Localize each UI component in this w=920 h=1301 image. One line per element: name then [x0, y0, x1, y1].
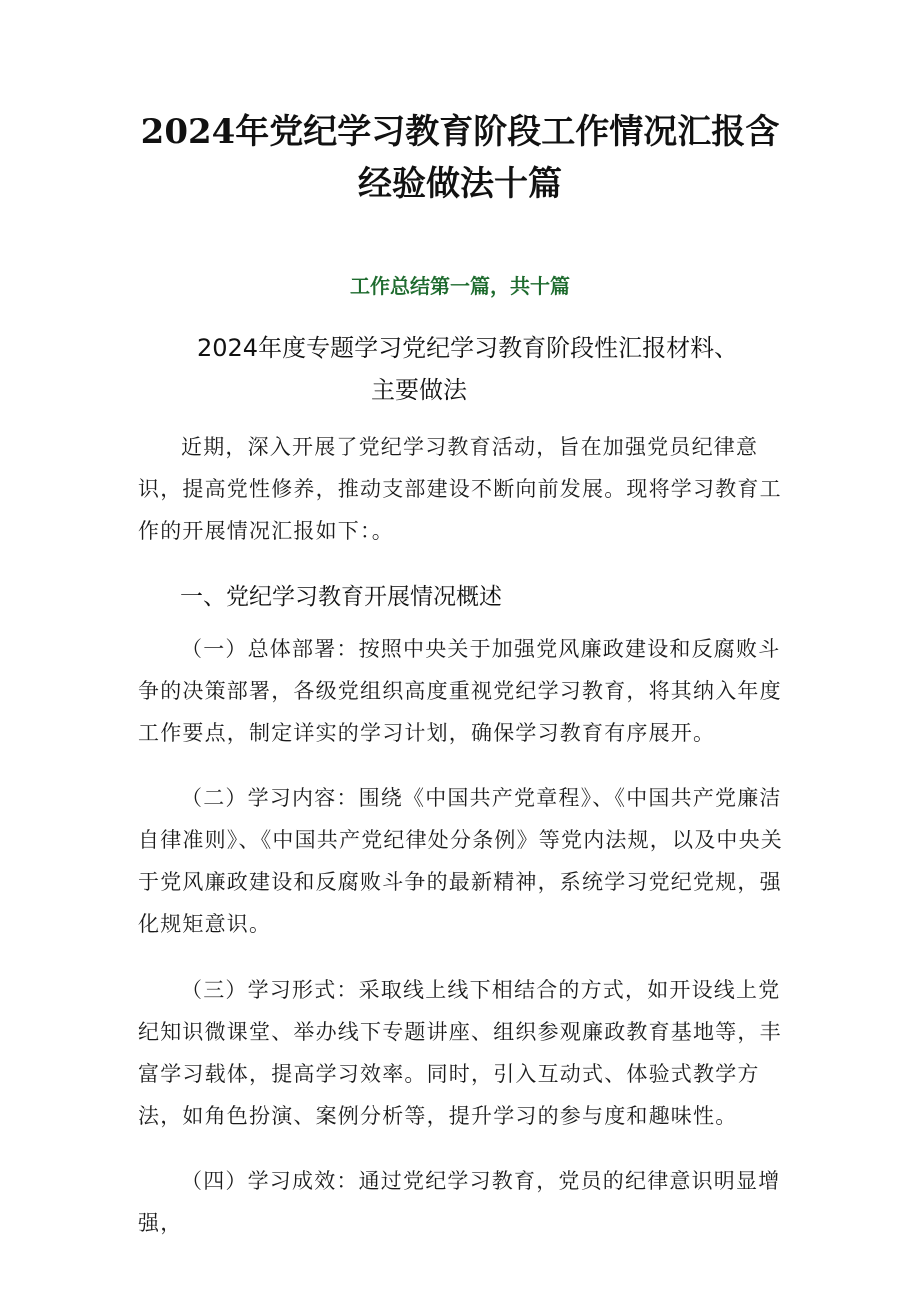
- paragraph-item-2: （二）学习内容：围绕《中国共产党章程》、《中国共产党廉洁自律准则》、《中国共产党纪律处分条例》等党内法规，以及中央关于党风廉政建设和反腐败斗争的最新精神，系统学习党纪党规，强化规矩意识。: [138, 786, 783, 936]
- section-label: 工作总结第一篇，共十篇: [350, 274, 570, 298]
- article-subtitle-line-1: 2024年度专题学习党纪学习教育阶段性汇报材料、: [197, 334, 739, 362]
- paragraph-item-1: （一）总体部署：按照中央关于加强党风廉政建设和反腐败斗争的决策部署，各级党组织高度重视党纪学习教育，将其纳入年度工作要点，制定详实的学习计划，确保学习教育有序展开。: [138, 637, 782, 745]
- document-title: [0, 106, 920, 210]
- intro-paragraph: 近期，深入开展了党纪学习教育活动，旨在加强党员纪律意识，提高党性修养，推动支部建设不断向前发展。现将学习教育工作的开展情况汇报如下：。: [138, 435, 782, 543]
- document-title-line-1: 2024年党纪学习教育阶段工作情况汇报含: [140, 112, 780, 152]
- article-subtitle: [197, 327, 797, 411]
- section-heading: 一、党纪学习教育开展情况概述: [180, 584, 502, 610]
- paragraph-item-3: （三）学习形式：采取线上线下相结合的方式，如开设线上党纪知识微课堂、举办线下专题讲座、组织参观廉政教育基地等，丰富学习载体，提高学习效率。同时，引入互动式、体验式教学方法，如角色扮演、案例分析等，提升学习的参与度和趣味性。: [138, 978, 782, 1128]
- article-subtitle-line-2: 主要做法: [371, 376, 467, 404]
- document-title-line-2: 经验做法十篇: [358, 164, 562, 204]
- paragraph-item-4: （四）学习成效：通过党纪学习教育，党员的纪律意识明显增强，: [138, 1169, 781, 1235]
